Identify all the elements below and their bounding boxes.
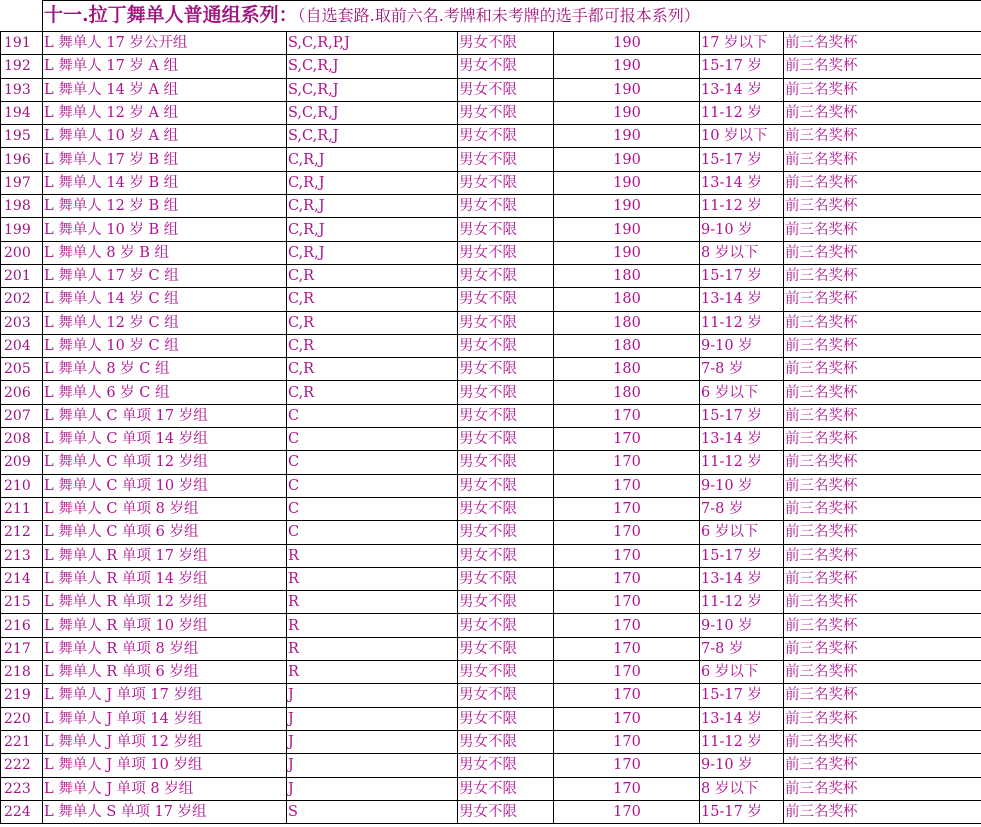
event-number-cell: 213 [1,544,43,567]
table-row [1,78,981,101]
event-number-cell: 206 [1,381,43,404]
event-name-cell: L 舞单人 R 单项 17 岁组 [43,544,287,567]
dances-cell: C,R,J [287,195,458,218]
event-name-cell: L 舞单人 J 单项 14 岁组 [43,707,287,730]
award-cell: 前三名奖杯 [784,55,981,78]
award-cell: 前三名奖杯 [784,474,981,497]
event-name-cell: L 舞单人 R 单项 6 岁组 [43,661,287,684]
fee-cell: 170 [554,777,700,800]
age-cell: 15-17 岁 [700,404,784,427]
gender-cell: 男女不限 [458,148,554,171]
dances-cell: S [287,800,458,823]
event-name-cell: L 舞单人 S 单项 17 岁组 [43,800,287,823]
age-cell: 13-14 岁 [700,171,784,194]
table-row [1,288,981,311]
fee-cell: 180 [554,288,700,311]
title-cell [43,1,981,32]
award-cell: 前三名奖杯 [784,148,981,171]
event-number-cell: 196 [1,148,43,171]
fee-cell: 170 [554,591,700,614]
event-number-cell: 197 [1,171,43,194]
event-name-cell: L 舞单人 12 岁 B 组 [43,195,287,218]
event-name-cell: L 舞单人 J 单项 12 岁组 [43,730,287,753]
dances-cell: J [287,730,458,753]
age-cell: 7-8 岁 [700,358,784,381]
table-row [1,497,981,520]
dances-cell: C,R [287,288,458,311]
age-cell: 9-10 岁 [700,218,784,241]
event-number-cell: 199 [1,218,43,241]
gender-cell: 男女不限 [458,661,554,684]
gender-cell: 男女不限 [458,614,554,637]
dances-cell: S,C,R,J [287,125,458,148]
dances-cell: C,R [287,381,458,404]
age-cell: 6 岁以下 [700,381,784,404]
event-name-cell: L 舞单人 R 单项 14 岁组 [43,567,287,590]
age-cell: 15-17 岁 [700,55,784,78]
dances-cell: C,R [287,311,458,334]
gender-cell: 男女不限 [458,195,554,218]
award-cell: 前三名奖杯 [784,591,981,614]
fee-cell: 190 [554,241,700,264]
table-row [1,591,981,614]
event-number-cell: 211 [1,497,43,520]
fee-cell: 190 [554,55,700,78]
event-number-cell: 223 [1,777,43,800]
award-cell: 前三名奖杯 [784,544,981,567]
gender-cell: 男女不限 [458,777,554,800]
table-row [1,428,981,451]
age-cell: 9-10 岁 [700,754,784,777]
event-name-cell: L 舞单人 17 岁 B 组 [43,148,287,171]
event-number-cell: 214 [1,567,43,590]
table-row [1,241,981,264]
event-number-cell: 218 [1,661,43,684]
event-name-cell: L 舞单人 12 岁 A 组 [43,101,287,124]
table-row [1,661,981,684]
event-number-cell: 192 [1,55,43,78]
fee-cell: 170 [554,684,700,707]
event-number-cell: 200 [1,241,43,264]
gender-cell: 男女不限 [458,218,554,241]
fee-cell: 190 [554,218,700,241]
table-row [1,404,981,427]
dances-cell: C,R [287,358,458,381]
gender-cell: 男女不限 [458,358,554,381]
dances-cell: C,R [287,334,458,357]
dances-cell: J [287,684,458,707]
award-cell: 前三名奖杯 [784,451,981,474]
fee-cell: 170 [554,637,700,660]
event-number-cell: 198 [1,195,43,218]
fee-cell: 170 [554,754,700,777]
event-number-cell: 203 [1,311,43,334]
fee-cell: 180 [554,381,700,404]
table-row [1,334,981,357]
fee-cell: 190 [554,195,700,218]
age-cell: 11-12 岁 [700,311,784,334]
dances-cell: J [287,754,458,777]
fee-cell: 180 [554,358,700,381]
gender-cell: 男女不限 [458,241,554,264]
gender-cell: 男女不限 [458,521,554,544]
dances-cell: R [287,614,458,637]
dances-cell: C,R,J [287,171,458,194]
dances-cell: J [287,777,458,800]
gender-cell: 男女不限 [458,754,554,777]
fee-cell: 190 [554,148,700,171]
event-number-cell: 216 [1,614,43,637]
gender-cell: 男女不限 [458,497,554,520]
fee-cell: 170 [554,730,700,753]
table-row [1,32,981,55]
gender-cell: 男女不限 [458,381,554,404]
fee-cell: 190 [554,171,700,194]
event-name-cell: L 舞单人 8 岁 C 组 [43,358,287,381]
award-cell: 前三名奖杯 [784,218,981,241]
event-number-cell: 219 [1,684,43,707]
age-cell: 15-17 岁 [700,684,784,707]
dances-cell: S,C,R,J [287,78,458,101]
event-number-cell: 201 [1,264,43,287]
award-cell: 前三名奖杯 [784,381,981,404]
award-cell: 前三名奖杯 [784,32,981,55]
award-cell: 前三名奖杯 [784,404,981,427]
age-cell: 13-14 岁 [700,707,784,730]
event-name-cell: L 舞单人 14 岁 C 组 [43,288,287,311]
table-row [1,264,981,287]
gender-cell: 男女不限 [458,591,554,614]
dances-cell: C [287,497,458,520]
age-cell: 9-10 岁 [700,614,784,637]
event-number-cell: 220 [1,707,43,730]
fee-cell: 170 [554,661,700,684]
section-subtitle: （自选套路.取前六名.考牌和未考牌的选手都可报本系列） [297,6,700,25]
award-cell: 前三名奖杯 [784,125,981,148]
gender-cell: 男女不限 [458,78,554,101]
age-cell: 8 岁以下 [700,777,784,800]
award-cell: 前三名奖杯 [784,264,981,287]
dances-cell: C [287,474,458,497]
award-cell: 前三名奖杯 [784,800,981,823]
table-row [1,567,981,590]
gender-cell: 男女不限 [458,451,554,474]
fee-cell: 170 [554,404,700,427]
dances-cell: C,R,J [287,148,458,171]
table-row [1,125,981,148]
table-row [1,451,981,474]
event-number-cell: 193 [1,78,43,101]
gender-cell: 男女不限 [458,428,554,451]
event-name-cell: L 舞单人 17 岁 A 组 [43,55,287,78]
gender-cell: 男女不限 [458,404,554,427]
award-cell: 前三名奖杯 [784,288,981,311]
gender-cell: 男女不限 [458,474,554,497]
table-row [1,101,981,124]
table-row [1,381,981,404]
dances-cell: J [287,707,458,730]
age-cell: 11-12 岁 [700,730,784,753]
award-cell: 前三名奖杯 [784,777,981,800]
award-cell: 前三名奖杯 [784,637,981,660]
age-cell: 6 岁以下 [700,661,784,684]
gender-cell: 男女不限 [458,101,554,124]
table-row [1,148,981,171]
age-cell: 13-14 岁 [700,428,784,451]
event-number-cell: 210 [1,474,43,497]
gender-cell: 男女不限 [458,684,554,707]
gender-cell: 男女不限 [458,171,554,194]
age-cell: 15-17 岁 [700,148,784,171]
dances-cell: R [287,567,458,590]
gender-cell: 男女不限 [458,55,554,78]
event-name-cell: L 舞单人 R 单项 10 岁组 [43,614,287,637]
event-name-cell: L 舞单人 14 岁 A 组 [43,78,287,101]
event-name-cell: L 舞单人 J 单项 10 岁组 [43,754,287,777]
fee-cell: 170 [554,497,700,520]
age-cell: 11-12 岁 [700,195,784,218]
event-name-cell: L 舞单人 C 单项 8 岁组 [43,497,287,520]
table-row [1,171,981,194]
gender-cell: 男女不限 [458,288,554,311]
award-cell: 前三名奖杯 [784,428,981,451]
fee-cell: 170 [554,614,700,637]
age-cell: 9-10 岁 [700,474,784,497]
table-row [1,311,981,334]
award-cell: 前三名奖杯 [784,311,981,334]
event-table-body [1,1,981,824]
dances-cell: C [287,404,458,427]
award-cell: 前三名奖杯 [784,171,981,194]
award-cell: 前三名奖杯 [784,78,981,101]
event-name-cell: L 舞单人 C 单项 10 岁组 [43,474,287,497]
fee-cell: 180 [554,334,700,357]
fee-cell: 190 [554,125,700,148]
event-name-cell: L 舞单人 J 单项 8 岁组 [43,777,287,800]
fee-cell: 170 [554,428,700,451]
dances-cell: S,C,R,J [287,55,458,78]
event-name-cell: L 舞单人 C 单项 6 岁组 [43,521,287,544]
event-number-cell: 215 [1,591,43,614]
dances-cell: C [287,451,458,474]
event-number-cell: 204 [1,334,43,357]
table-row [1,218,981,241]
table-row [1,800,981,823]
event-name-cell: L 舞单人 R 单项 12 岁组 [43,591,287,614]
fee-cell: 170 [554,544,700,567]
age-cell: 15-17 岁 [700,544,784,567]
dances-cell: S,C,R,J [287,101,458,124]
event-name-cell: L 舞单人 14 岁 B 组 [43,171,287,194]
dances-cell: R [287,544,458,567]
gender-cell: 男女不限 [458,800,554,823]
award-cell: 前三名奖杯 [784,684,981,707]
event-name-cell: L 舞单人 10 岁 C 组 [43,334,287,357]
fee-cell: 170 [554,567,700,590]
gender-cell: 男女不限 [458,32,554,55]
gender-cell: 男女不限 [458,125,554,148]
award-cell: 前三名奖杯 [784,195,981,218]
event-number-cell: 202 [1,288,43,311]
dances-cell: S,C,R,P,J [287,32,458,55]
dances-cell: C,R [287,264,458,287]
event-number-cell: 212 [1,521,43,544]
table-row [1,777,981,800]
age-cell: 17 岁以下 [700,32,784,55]
gender-cell: 男女不限 [458,544,554,567]
table-row [1,730,981,753]
table-row [1,754,981,777]
award-cell: 前三名奖杯 [784,358,981,381]
dances-cell: C [287,521,458,544]
event-name-cell: L 舞单人 10 岁 B 组 [43,218,287,241]
award-cell: 前三名奖杯 [784,334,981,357]
age-cell: 13-14 岁 [700,567,784,590]
fee-cell: 170 [554,521,700,544]
award-cell: 前三名奖杯 [784,567,981,590]
event-name-cell: L 舞单人 10 岁 A 组 [43,125,287,148]
gender-cell: 男女不限 [458,334,554,357]
dances-cell: R [287,591,458,614]
section-title: 十一.拉丁舞单人普通组系列： [44,4,298,26]
event-number-cell: 208 [1,428,43,451]
age-cell: 6 岁以下 [700,521,784,544]
event-name-cell: L 舞单人 J 单项 17 岁组 [43,684,287,707]
table-row [1,521,981,544]
event-number-cell: 221 [1,730,43,753]
fee-cell: 170 [554,707,700,730]
event-name-cell: L 舞单人 6 岁 C 组 [43,381,287,404]
event-name-cell: L 舞单人 17 岁公开组 [43,32,287,55]
event-name-cell: L 舞单人 C 单项 12 岁组 [43,451,287,474]
table-row [1,55,981,78]
gender-cell: 男女不限 [458,567,554,590]
event-number-cell: 224 [1,800,43,823]
age-cell: 7-8 岁 [700,497,784,520]
event-number-cell: 194 [1,101,43,124]
age-cell: 9-10 岁 [700,334,784,357]
age-cell: 13-14 岁 [700,288,784,311]
dances-cell: R [287,661,458,684]
event-number-cell: 195 [1,125,43,148]
event-name-cell: L 舞单人 17 岁 C 组 [43,264,287,287]
dances-cell: R [287,637,458,660]
table-row [1,707,981,730]
fee-cell: 170 [554,451,700,474]
age-cell: 15-17 岁 [700,800,784,823]
event-number-cell: 217 [1,637,43,660]
gender-cell: 男女不限 [458,637,554,660]
fee-cell: 170 [554,474,700,497]
fee-cell: 190 [554,78,700,101]
event-name-cell: L 舞单人 12 岁 C 组 [43,311,287,334]
event-number-cell: 209 [1,451,43,474]
age-cell: 11-12 岁 [700,101,784,124]
event-number-cell: 207 [1,404,43,427]
award-cell: 前三名奖杯 [784,521,981,544]
fee-cell: 190 [554,101,700,124]
title-row [1,1,981,32]
award-cell: 前三名奖杯 [784,661,981,684]
fee-cell: 180 [554,264,700,287]
event-number-cell: 205 [1,358,43,381]
dances-cell: C,R,J [287,218,458,241]
event-number-cell: 222 [1,754,43,777]
age-cell: 10 岁以下 [700,125,784,148]
award-cell: 前三名奖杯 [784,614,981,637]
award-cell: 前三名奖杯 [784,497,981,520]
age-cell: 11-12 岁 [700,451,784,474]
award-cell: 前三名奖杯 [784,707,981,730]
table-row [1,358,981,381]
age-cell: 11-12 岁 [700,591,784,614]
age-cell: 7-8 岁 [700,637,784,660]
table-row [1,684,981,707]
event-name-cell: L 舞单人 R 单项 8 岁组 [43,637,287,660]
award-cell: 前三名奖杯 [784,754,981,777]
event-number-cell: 191 [1,32,43,55]
title-spacer-cell [1,1,43,32]
table-row [1,195,981,218]
gender-cell: 男女不限 [458,707,554,730]
age-cell: 8 岁以下 [700,241,784,264]
fee-cell: 170 [554,800,700,823]
table-row [1,474,981,497]
event-name-cell: L 舞单人 8 岁 B 组 [43,241,287,264]
gender-cell: 男女不限 [458,730,554,753]
gender-cell: 男女不限 [458,264,554,287]
gender-cell: 男女不限 [458,311,554,334]
event-name-cell: L 舞单人 C 单项 14 岁组 [43,428,287,451]
fee-cell: 180 [554,311,700,334]
award-cell: 前三名奖杯 [784,241,981,264]
age-cell: 13-14 岁 [700,78,784,101]
award-cell: 前三名奖杯 [784,101,981,124]
award-cell: 前三名奖杯 [784,730,981,753]
dances-cell: C,R,J [287,241,458,264]
table-row [1,544,981,567]
dances-cell: C [287,428,458,451]
table-row [1,637,981,660]
event-name-cell: L 舞单人 C 单项 17 岁组 [43,404,287,427]
table-row [1,614,981,637]
age-cell: 15-17 岁 [700,264,784,287]
fee-cell: 190 [554,32,700,55]
